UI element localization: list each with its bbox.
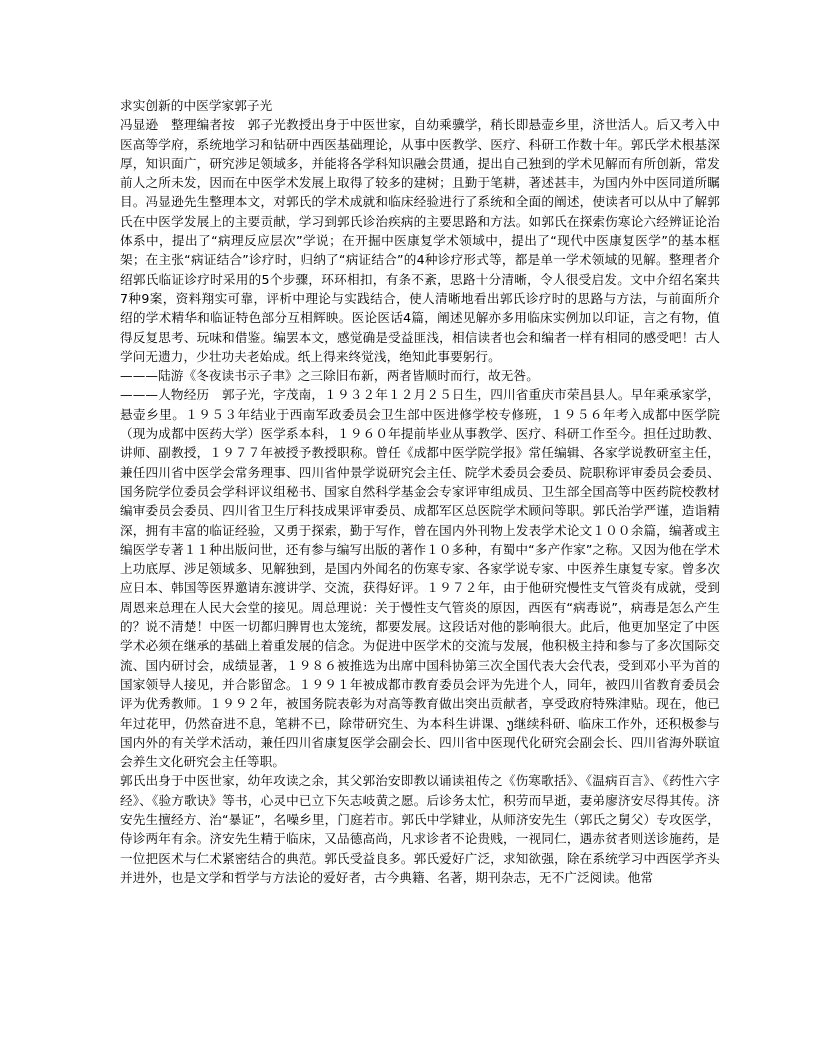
paragraph-4: 郭氏出身于中医世家，幼年攻读之余，其父郭治安即教以诵读祖传之《伤寒歌括》、《温病百言》、《药性六字经》、《验方歌诀》等书，心灵中已立下矢志岐黄之愿。后诊务太忙，积劳而早逝，妻弟廖济安尽得其传。济安先生擅经方、治“暴证”，名噪乡里，门庭若市。郭氏中学肄业，从师济安先生（郭氏之舅父）专攻医学，侍诊两年有余。济安先生精于临床，又品德高尚，凡求诊者不论贵贱，一视同仁，遇赤贫者则送诊施药，是一位把医术与仁术紧密结合的典范。郭氏受益良多。郭氏爱好广泛，求知欲强，除在系统学习中西医学齐头并进外，也是文学和哲学与方法论的爱好者，古今典籍、名著，期刊杂志，无不广泛阅读。他常	[120, 773, 720, 885]
document-body	[120, 96, 720, 887]
paragraph-2: ———陆游《冬夜读书示子聿》之三除旧布新，两者皆顺时而行，故无咎。	[120, 368, 539, 384]
paragraph-1: 冯显逊 整理编者按 郭子光教授出身于中医世家，自幼乘骥学，稍长即悬壶乡里，济世活人。后又考入中医高等学府，系统地学习和钻研中西医基础理论，从事中医教学、医疗、科研工作数十年。郭氏学术根基深厚，知识面广，研究涉足领域多，并能将各学科知识融会贯通，提出自己独到的学术见解而有所创新，常发前人之所未发，因而在中医学术发展上取得了较多的建树；且勤于笔耕，著述甚丰，为国内外中医同道所瞩目。冯显逊先生整理本文，对郭氏的学术成就和临床经验进行了系统和全面的阐述，使读者可以从中了解郭氏在中医学发展上的主要贡献，学习到郭氏诊治疾病的主要思路和方法。如郭氏在探索伤寒论六经辨证论治体系中，提出了“病理反应层次”学说；在开掘中医康复学术领域中，提出了“现代中医康复医学”的基本框架；在主张“病证结合”诊疗时，归纳了“病证结合”的4种诊疗形式等，都是单一学术领域的见解。整理者介绍郭氏临证诊疗时采用的5个步骤，环环相扣，有条不紊，思路十分清晰，令人很受启发。文中介绍名案共7种9案，资料翔实可靠，评析中理论与实践结合，使人清晰地看出郭氏诊疗时的思路与方法，与前面所介绍的学术精华和临证特色部分互相辉映。医论医话4篇，阐述见解亦多用临床实例加以印证，言之有物，值得反复思考、玩味和借鉴。编罢本文，感觉确是受益匪浅，相信读者也会和编者一样有相同的感受吧！古人学问无遗力，少壮功夫老始成。纸上得来终觉浅，绝知此事要躬行。	[120, 117, 720, 364]
paragraph-3: ———人物经历 郭子光，字茂南，１９３２年１２月２５日生，四川省重庆市荣昌县人。早年乘承家学，悬壶乡里。１９５３年结业于西南军政委员会卫生部中医进修学校专修班，１９５６年考入成都中医学院（现为成都中医药大学）医学系本科，１９６０年提前毕业从事教学、医疗、科研工作至今。担任过助教、讲师、副教授，１９７７年被授予教授职称。曾任《成都中医学院学报》常任编辑、各家学说教研室主任，兼任四川省中医学会常务理事、四川省仲景学说研究会主任、院学术委员会委员、院职称评审委员会委员、国务院学位委员会学科评议组秘书、国家自然科学基金会专家评审组成员、卫生部全国高等中医药院校教材编审委员会委员、四川省卫生厅科技成果评审委员、成都军区总医院学术顾问等职。郭氏治学严谨，造诣精深，拥有丰富的临证经验，又勇于探索，勤于写作，曾在国内外刊物上发表学术论文１００余篇，编著或主编医学专著１１种出版问世，还有参与编写出版的著作１０多种，有蜀中“多产作家”之称。又因为他在学术上功底厚、涉足领域多、见解独到，是国内外闻名的伤寒专家、各家学说专家、中医养生康复专家。曾多次应日本、韩国等医界邀请东渡讲学、交流，获得好评。１９７２年，由于他研究慢性支气管炎有成就，受到周恩来总理在人民大会堂的接见。周总理说：关于慢性支气管炎的原因，西医有“病毒说”，病毒是怎么产生的？说不清楚！中医一切都归脾胃也太笼统，都要发展。这段话对他的影响很大。此后，他更加坚定了中医学术必须在继承的基础上着重发展的信念。为促进中医学术的交流与发展，他积极主持和参与了多次国际交流、国内研讨会，成绩显著，１９８６被推选为出席中国科协第三次全国代表大会代表，受到邓小平为首的国家领导人接见，并合影留念。１９９１年被成都市教育委员会评为先进个人，同年，被四川省教育委员会评为优秀教师。１９９２年，被国务院表彰为对高等教育做出突出贡献者，享受政府特殊津贴。现在，他已年过花甲，仍然奋进不息，笔耕不已，除带研究生、为本科生讲课、უ继续科研、临床工作外，还积极参与国内外的有关学术活动，兼任四川省康复医学会副会长、四川省中医现代化研究会副会长、四川省海外联谊会养生文化研究会主任等职。	[120, 387, 720, 770]
page-title: 求实创新的中医学家郭子光	[120, 98, 273, 113]
